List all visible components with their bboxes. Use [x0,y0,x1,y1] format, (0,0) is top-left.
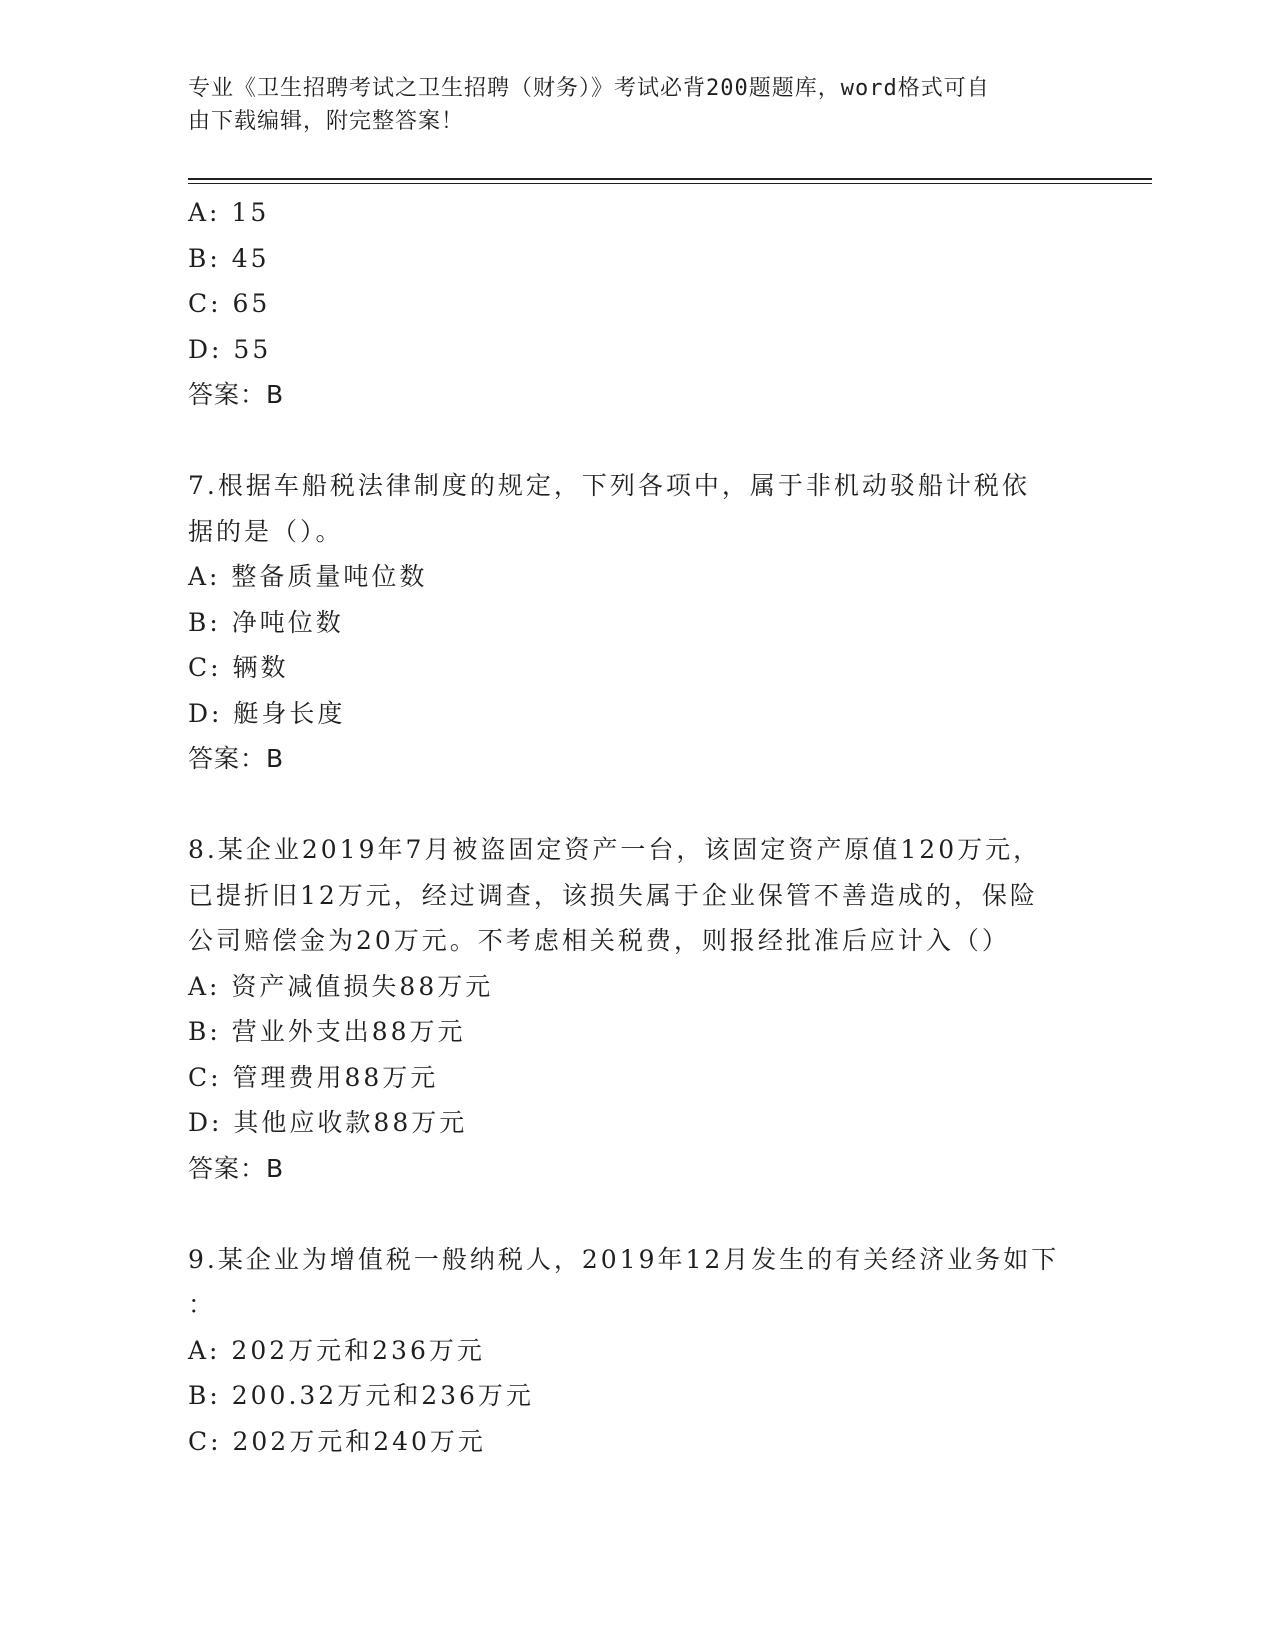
option-b: B: 45 [188,243,270,273]
option-b: B: 营业外支出88万元 [188,1017,466,1046]
header-divider-thick [188,178,1152,180]
spacer [188,418,1088,464]
option-d: D: 艇身长度 [188,698,346,728]
header-line-1: 专业《卫生招聘考试之卫生招聘（财务）》考试必背200题题库，word格式可自 [188,76,990,101]
document-header [188,72,1068,138]
option-c: C: 202万元和240万元 [188,1426,486,1456]
option-b: B: 200.32万元和236万元 [188,1381,534,1410]
question-9 [188,1237,1088,1465]
question-stem-line: 已提折旧12万元，经过调查，该损失属于企业保管不善造成的，保险 [188,880,1038,910]
question-stem-line: 公司赔偿金为20万元。不考虑相关税费，则报经批准后应计入（） [188,926,1010,955]
option-a: A: 202万元和236万元 [188,1335,485,1365]
option-a: A: 资产减值损失88万元 [188,971,494,1001]
question-stem-line: 8.某企业2019年7月被盗固定资产一台，该固定资产原值120万元， [188,835,1042,864]
option-c: C: 辆数 [188,653,289,682]
option-d: D: 其他应收款88万元 [188,1108,468,1137]
spacer [188,782,1088,828]
option-a: A: 整备质量吨位数 [188,562,428,591]
question-stem-line: 据的是（）。 [188,516,344,546]
header-divider-thin [188,183,1152,184]
option-b: B: 净吨位数 [188,607,344,637]
option-a: A: 15 [188,198,270,227]
question-6 [188,190,1088,418]
spacer [188,1191,1088,1237]
answer-line: 答案：B [188,744,285,773]
option-c: C: 管理费用88万元 [188,1062,439,1092]
option-d: D: 55 [188,334,272,364]
question-7 [188,463,1088,782]
question-stem-line: ： [188,1290,217,1319]
question-stem-line: 9.某企业为增值税一般纳税人，2019年12月发生的有关经济业务如下 [188,1244,1060,1274]
answer-line: 答案：B [188,1153,285,1183]
question-list [188,190,1088,1464]
question-8 [188,827,1088,1191]
header-line-2: 由下载编辑，附完整答案！ [188,109,465,134]
answer-line: 答案：B [188,380,285,409]
option-c: C: 65 [188,289,271,318]
question-stem-line: 7.根据车船税法律制度的规定，下列各项中，属于非机动驳船计税依 [188,471,1030,500]
